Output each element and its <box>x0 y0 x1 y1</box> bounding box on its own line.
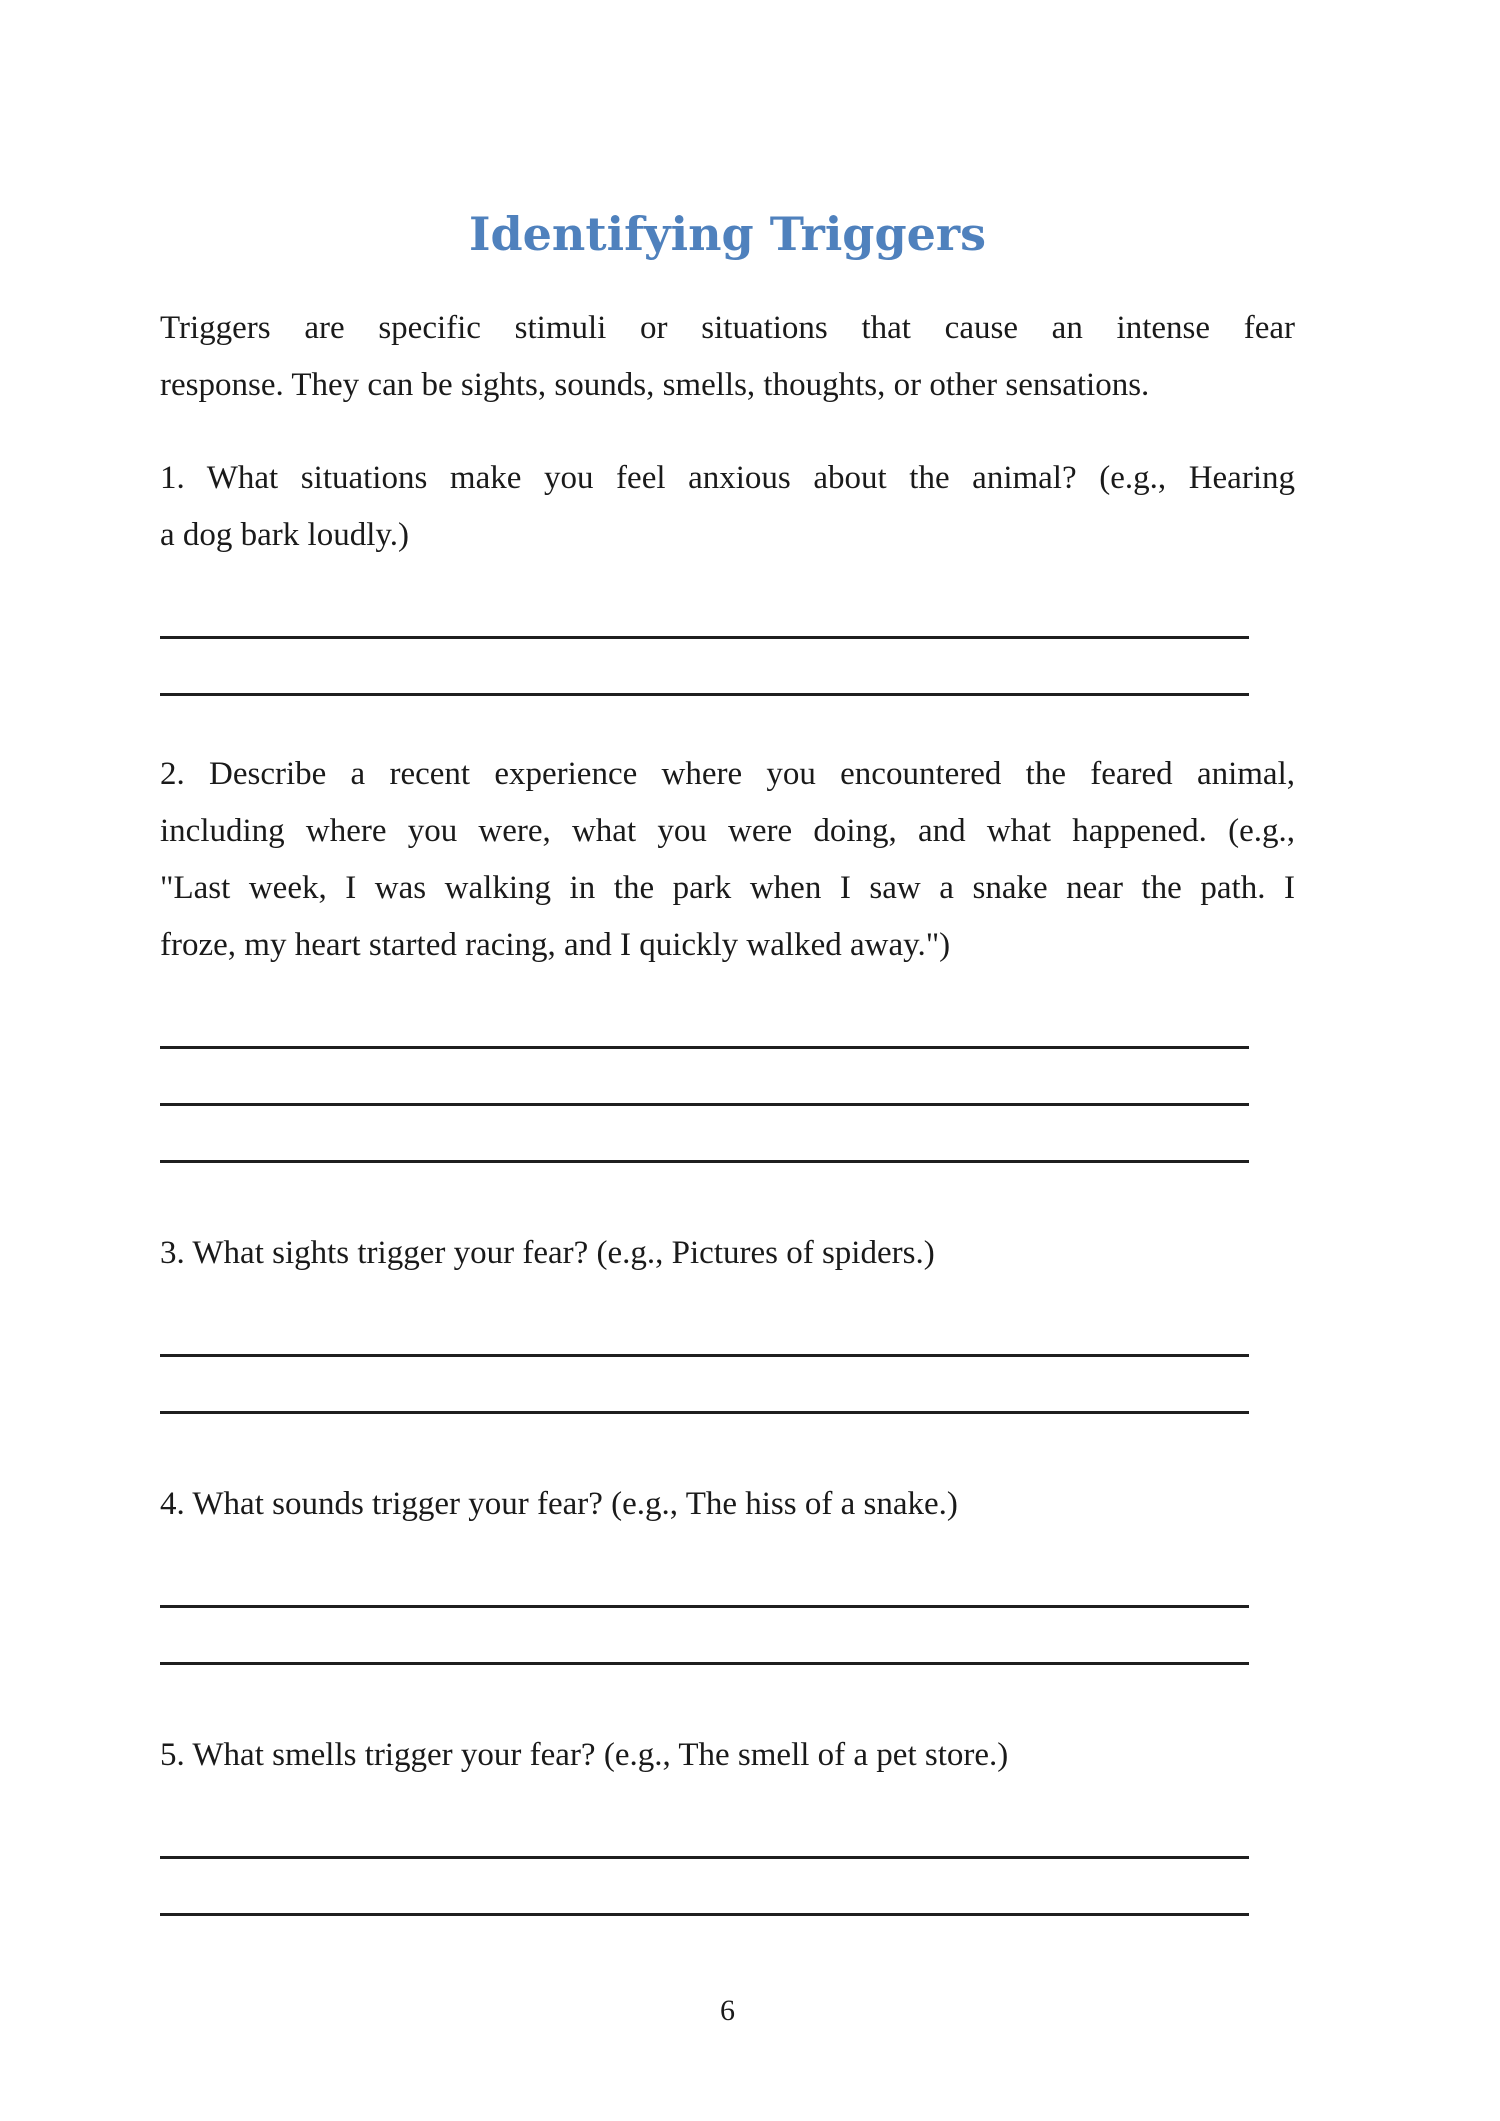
question-text-line: 1. What situations make you feel anxious about the animal? (e.g., Hearing <box>160 460 1295 496</box>
question-section-3 <box>160 1225 1295 1414</box>
question-3-answer-lines <box>160 1300 1295 1414</box>
question-4-answer-lines <box>160 1551 1295 1665</box>
question-text-line: including where you were, what you were doing, and what happened. (e.g., <box>160 813 1295 849</box>
question-text-line: a dog bark loudly.) <box>160 517 409 553</box>
page-number: 6 <box>720 1994 735 2027</box>
question-text-line: 3. What sights trigger your fear? (e.g., Pictures of spiders.) <box>160 1235 935 1271</box>
question-4-text <box>160 1476 1295 1533</box>
question-text-line: 2. Describe a recent experience where you encountered the feared animal, <box>160 756 1295 792</box>
question-section-5 <box>160 1727 1295 1916</box>
question-text-line: 4. What sounds trigger your fear? (e.g., The hiss of a snake.) <box>160 1486 958 1522</box>
answer-line <box>160 1300 1249 1357</box>
question-1-text <box>160 450 1295 564</box>
question-section-1 <box>160 450 1295 696</box>
answer-line <box>160 1608 1249 1665</box>
question-section-4 <box>160 1476 1295 1665</box>
answer-line <box>160 1859 1249 1916</box>
intro-line: Triggers are specific stimuli or situations that cause an intense fear <box>160 310 1295 346</box>
question-1-answer-lines <box>160 582 1295 696</box>
answer-line <box>160 639 1249 696</box>
question-3-text <box>160 1225 1295 1282</box>
page-title: Identifying Triggers <box>468 207 987 261</box>
questions-list <box>160 450 1295 1916</box>
answer-line <box>160 1802 1249 1859</box>
answer-line <box>160 1551 1249 1608</box>
question-text-line: 5. What smells trigger your fear? (e.g., The smell of a pet store.) <box>160 1737 1009 1773</box>
question-5-answer-lines <box>160 1802 1295 1916</box>
question-5-text <box>160 1727 1295 1784</box>
answer-line <box>160 582 1249 639</box>
intro-line: response. They can be sights, sounds, smells, thoughts, or other sensations. <box>160 367 1150 403</box>
question-text-line: "Last week, I was walking in the park when I saw a snake near the path. I <box>160 870 1295 906</box>
answer-line <box>160 1049 1249 1106</box>
answer-line <box>160 1357 1249 1414</box>
answer-line <box>160 992 1249 1049</box>
question-text-line: froze, my heart started racing, and I quickly walked away.") <box>160 927 951 963</box>
question-section-2 <box>160 746 1295 1163</box>
question-2-answer-lines <box>160 992 1295 1163</box>
intro-paragraph <box>160 300 1295 414</box>
answer-line <box>160 1106 1249 1163</box>
question-2-text <box>160 746 1295 974</box>
